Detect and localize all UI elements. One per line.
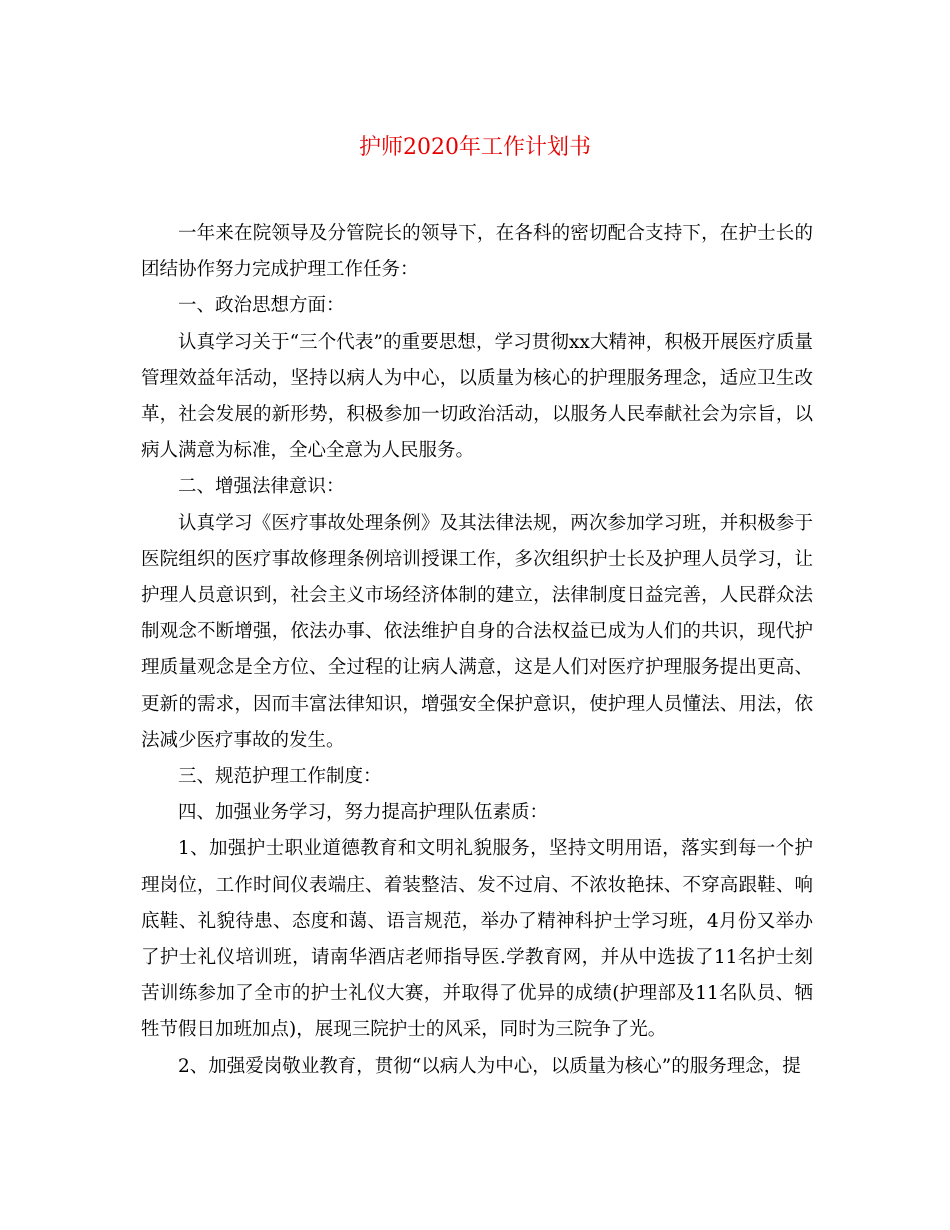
paragraph-intro: 一年来在院领导及分管院长的领导下，在各科的密切配合支持下，在护士长的团结协作努力完成护理工作任务： xyxy=(141,223,813,281)
heading-rules: 三、规范护理工作制度： xyxy=(178,766,382,788)
heading-legal: 二、增强法律意识： xyxy=(178,476,345,498)
document-title: 护师2020年工作计划书 xyxy=(359,135,591,160)
heading-political: 一、政治思想方面： xyxy=(178,295,345,317)
paragraph-political: 认真学习关于“三个代表”的重要思想，学习贯彻xx大精神，积极开展医疗质量管理效益年活动，坚持以病人为中心，以质量为核心的护理服务理念，适应卫生改革，社会发展的新形势，积极参加一切政治活动，以服务人民奉献社会为宗旨，以病人满意为标准，全心全意为人民服务。 xyxy=(141,331,813,462)
paragraph-item-1: 1、加强护士职业道德教育和文明礼貌服务，坚持文明用语，落实到每一个护理岗位，工作时间仪表端庄、着装整洁、发不过肩、不浓妆艳抹、不穿高跟鞋、响底鞋、礼貌待患、态度和蔼、语言规范，举办了精神科护士学习班，4月份又举办了护士礼仪培训班，请南华酒店老师指导医.学教育网，并从中选拔了11名护士刻苦训练参加了全市的护士礼仪大赛，并取得了优异的成绩(护理部及11名队员、牺牲节假日加班加点)，展现三院护士的风采，同时为三院争了光。 xyxy=(141,838,813,1041)
paragraph-item-2: 2、加强爱岗敬业教育，贯彻“以病人为中心，以质量为核心”的服务理念，提 xyxy=(178,1055,801,1077)
paragraph-legal: 认真学习《医疗事故处理条例》及其法律法规，两次参加学习班，并积极参于医院组织的医疗事故修理条例培训授课工作，多次组织护士长及护理人员学习，让护理人员意识到，社会主义市场经济体制的建立，法律制度日益完善，人民群众法制观念不断增强，依法办事、依法维护自身的合法权益已成为人们的共识，现代护理质量观念是全方位、全过程的让病人满意，这是人们对医疗护理服务提出更高、更新的需求，因而丰富法律知识，增强安全保护意识，使护理人员懂法、用法，依法减少医疗事故的发生。 xyxy=(141,512,813,751)
heading-study: 四、加强业务学习，努力提高护理队伍素质： xyxy=(178,802,549,824)
document-body xyxy=(141,216,813,1085)
